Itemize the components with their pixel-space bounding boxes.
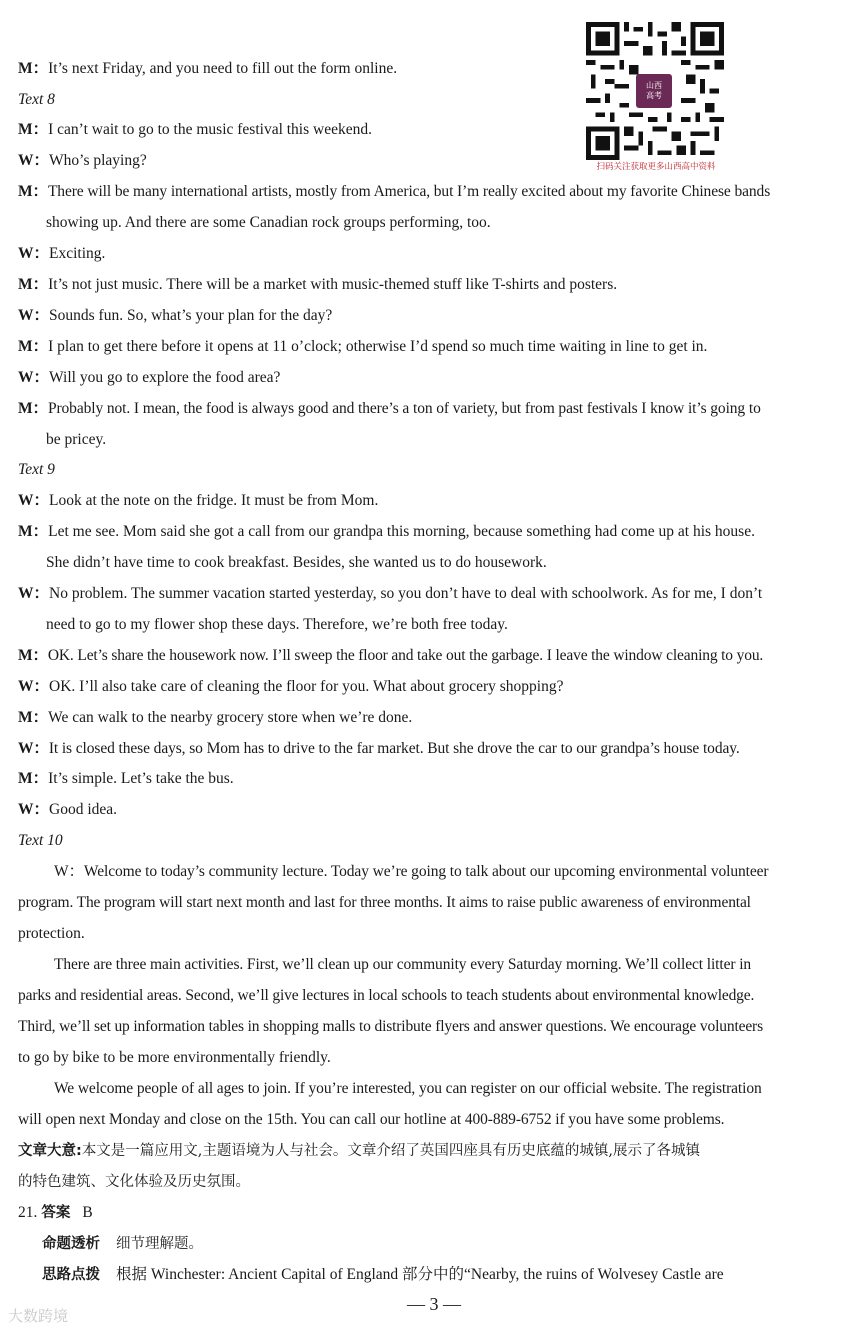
line-text: I plan to get there before it opens at 11 o’clock; otherwise I’d spend so much time waiting in line to get in. bbox=[48, 338, 708, 355]
line-text: We can walk to the nearby grocery store when we’re done. bbox=[48, 709, 413, 726]
dialogue-line bbox=[18, 306, 332, 326]
speaker-label: W： bbox=[18, 492, 50, 509]
section-heading: Text 10 bbox=[18, 832, 63, 849]
line-text: OK. Let’s share the housework now. I’ll sweep the floor and take out the garbage. I leave the window cleaning to you. bbox=[47, 647, 764, 664]
speaker-label: M： bbox=[18, 647, 48, 664]
dialogue-line-cont: showing up. And there are some Canadian rock groups performing, too. bbox=[46, 214, 491, 231]
qr-badge-line2: 高考 bbox=[646, 91, 662, 100]
idea-label: 思路点拨 bbox=[42, 1267, 100, 1283]
speaker-label: W： bbox=[18, 369, 50, 386]
dialogue-line bbox=[18, 522, 755, 542]
answer-label: 答案 bbox=[41, 1205, 71, 1221]
qr-logo-badge bbox=[636, 74, 672, 108]
section-heading: Text 9 bbox=[18, 461, 55, 478]
line-text: Let me see. Mom said she got a call from our grandpa this morning, because something had come up at his house. bbox=[48, 523, 755, 540]
analysis-line bbox=[42, 1234, 203, 1254]
summary-label: 文章大意: bbox=[18, 1143, 82, 1159]
dialogue-line bbox=[18, 275, 617, 295]
dialogue-line bbox=[18, 491, 378, 511]
line-text: I can’t wait to go to the music festival this weekend. bbox=[48, 121, 372, 138]
dialogue-line bbox=[18, 120, 372, 140]
line-text: Look at the note on the fridge. It must be from Mom. bbox=[49, 492, 379, 509]
speaker-label: W： bbox=[18, 801, 50, 818]
dialogue-line bbox=[18, 708, 412, 728]
dialogue-line bbox=[18, 584, 762, 604]
paragraph-line: There are three main activities. First, we’ll clean up our community every Saturday morning. We’ll collect litter in bbox=[54, 956, 752, 973]
speaker-label: W： bbox=[18, 585, 50, 602]
summary-text: 本文是一篇应用文,主题语境为人与社会。文章介绍了英国四座具有历史底蕴的城镇,展示了各城镇 bbox=[81, 1143, 701, 1159]
paragraph-line: program. The program will start next month and last for three months. It aims to raise public awareness of environmental bbox=[18, 894, 751, 911]
dialogue-line bbox=[18, 800, 117, 820]
paragraph-line: protection. bbox=[18, 925, 85, 942]
paragraph-line: to go by bike to be more environmentally friendly. bbox=[18, 1049, 331, 1066]
speaker-label: M： bbox=[18, 60, 49, 77]
line-text: There will be many international artists, mostly from America, but I’m really excited about my favorite Chinese bands bbox=[47, 183, 771, 200]
dialogue-line-cont: be pricey. bbox=[46, 431, 107, 448]
speaker-label: M： bbox=[18, 709, 49, 726]
line-text: Exciting. bbox=[49, 245, 106, 262]
qr-badge-line1: 山西 bbox=[646, 81, 662, 90]
paragraph-line: Third, we’ll set up information tables in shopping malls to distribute flyers and answer questions. We encourage volunteers bbox=[18, 1018, 763, 1035]
qr-caption: 扫码关注获取更多山西高中资料 bbox=[596, 162, 716, 172]
dialogue-line bbox=[18, 739, 740, 759]
summary-line bbox=[18, 1141, 700, 1161]
section-heading: Text 8 bbox=[18, 91, 55, 108]
dialogue-line-cont: She didn’t have time to cook breakfast. Besides, she wanted us to do housework. bbox=[46, 554, 547, 571]
line-text: OK. I’ll also take care of cleaning the floor for you. What about grocery shopping? bbox=[49, 678, 564, 695]
page-number: — 3 — bbox=[407, 1294, 461, 1314]
line-text: Probably not. I mean, the food is always good and there’s a ton of variety, but from past festivals I know it’s going to bbox=[47, 400, 761, 417]
line-text: Who’s playing? bbox=[49, 152, 147, 169]
speaker-label: W： bbox=[18, 678, 50, 695]
answer-line bbox=[18, 1203, 93, 1223]
line-text: It’s simple. Let’s take the bus. bbox=[48, 770, 234, 787]
line-text: Sounds fun. So, what’s your plan for the day? bbox=[49, 307, 333, 324]
idea-line bbox=[42, 1265, 724, 1285]
speaker-label: M： bbox=[18, 121, 49, 138]
speaker-label: M： bbox=[18, 338, 49, 355]
question-number: 21. bbox=[18, 1204, 38, 1221]
analysis-label: 命题透析 bbox=[42, 1236, 100, 1252]
speaker-label: M： bbox=[18, 523, 49, 540]
dialogue-line bbox=[18, 399, 761, 419]
dialogue-line bbox=[18, 646, 763, 666]
dialogue-line bbox=[18, 151, 147, 171]
line-text: No problem. The summer vacation started yesterday, so you don’t have to deal with schoolwork. As for me, I don’t bbox=[49, 585, 763, 602]
paragraph-line: W：Welcome to today’s community lecture. Today we’re going to talk about our upcoming environmental volunteer bbox=[54, 863, 769, 880]
dialogue-line bbox=[18, 182, 770, 202]
line-text: Good idea. bbox=[49, 801, 118, 818]
line-text: It is closed these days, so Mom has to drive to the far market. But she drove the car to our grandpa’s house today. bbox=[48, 740, 740, 757]
speaker-label: W： bbox=[18, 740, 49, 757]
speaker-label: W： bbox=[18, 152, 50, 169]
answer-value: B bbox=[82, 1204, 93, 1221]
line-text: It’s not just music. There will be a market with music-themed stuff like T-shirts and posters. bbox=[48, 276, 618, 293]
dialogue-line bbox=[18, 59, 397, 79]
speaker-label: W： bbox=[18, 307, 50, 324]
dialogue-line bbox=[18, 368, 280, 388]
dialogue-line bbox=[18, 769, 234, 789]
speaker-label: M： bbox=[18, 770, 49, 787]
speaker-label: W： bbox=[18, 245, 50, 262]
speaker-label: M： bbox=[18, 276, 49, 293]
dialogue-line bbox=[18, 337, 707, 357]
paragraph-line: parks and residential areas. Second, we’ll give lectures in local schools to teach students about environmental knowledge. bbox=[18, 987, 755, 1004]
analysis-text: 细节理解题。 bbox=[116, 1236, 203, 1252]
line-text: It’s next Friday, and you need to fill out the form online. bbox=[48, 60, 398, 77]
paragraph-line: will open next Monday and close on the 15th. You can call our hotline at 400-889-6752 if you have some problems. bbox=[18, 1111, 725, 1128]
speaker-label: M： bbox=[18, 183, 48, 200]
dialogue-line bbox=[18, 244, 105, 264]
speaker-label: M： bbox=[18, 400, 48, 417]
watermark: 大数跨境 bbox=[8, 1307, 69, 1325]
idea-text: 根据 Winchester: Ancient Capital of England 部分中的“Nearby, the ruins of Wolvesey Castle are bbox=[116, 1266, 724, 1283]
dialogue-line bbox=[18, 677, 564, 697]
dialogue-line-cont: need to go to my flower shop these days. Therefore, we’re both free today. bbox=[46, 616, 508, 633]
summary-line-cont: 的特色建筑、文化体验及历史氛围。 bbox=[18, 1174, 250, 1190]
line-text: Will you go to explore the food area? bbox=[49, 369, 281, 386]
paragraph-line: We welcome people of all ages to join. If you’re interested, you can register on our official website. The registration bbox=[54, 1080, 762, 1097]
